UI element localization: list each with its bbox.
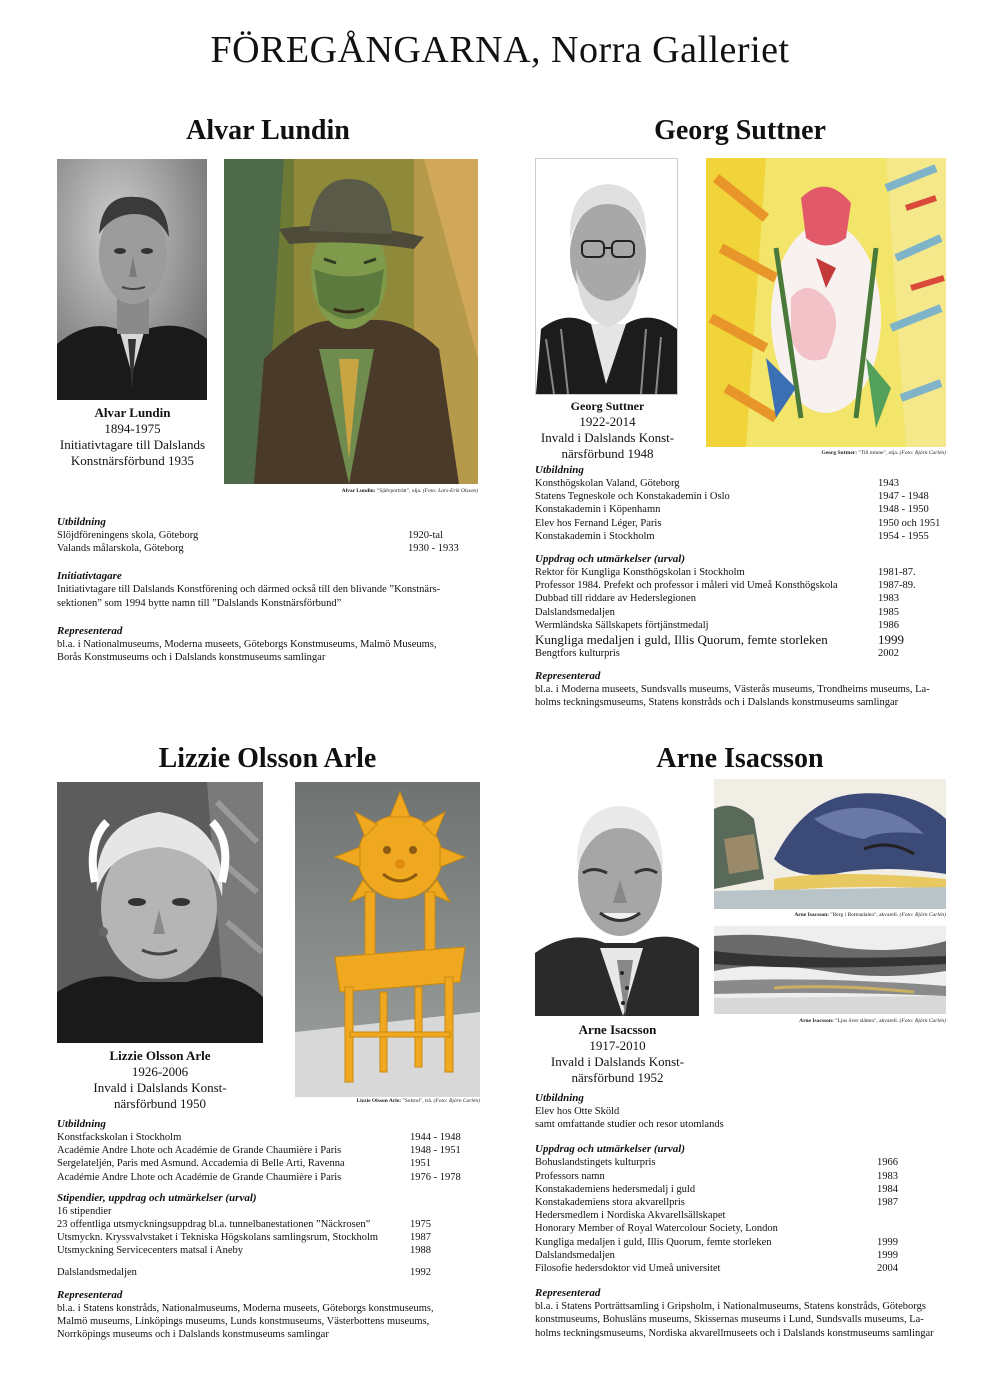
list-item: Honorary Member of Royal Watercolour Society, London: [535, 1223, 778, 1235]
portrait-photo-woman-icon: [57, 782, 263, 1043]
list-item: Rektor för Kungliga Konsthögskolan i Stockholm 1981-87.: [535, 567, 916, 579]
list-item: Bohuslandstingets kulturpris 1966: [535, 1157, 898, 1169]
list-item: Sergelateljén, Paris med Asmund. Accademia di Belle Arti, Ravenna 1951: [57, 1158, 431, 1170]
lizzie-education-title: Utbildning: [57, 1118, 106, 1130]
arne-represented-line2: konstmuseums, Bohusläns museums, Skissernas museums i Lund, Sundsvalls museums, La-: [535, 1314, 924, 1326]
list-item: Slöjdföreningens skola, Göteborg 1920-tal: [57, 530, 443, 541]
list-item: Konsthögskolan Valand, Göteborg 1943: [535, 478, 899, 489]
lizzie-artwork: [295, 782, 480, 1097]
alvar-caption-name: Alvar Lundin: [94, 405, 171, 420]
arne-artwork-1: [714, 779, 946, 909]
arne-education-line1: Elev hos Otte Sköld: [535, 1106, 620, 1117]
arne-represented-line1: bl.a. i Statens Porträttsamling i Gripsholm, i Nationalmuseums, Statens konstråds, Göteborgs: [535, 1301, 926, 1313]
list-item: Utsmyckning Servicecenters matsal i Aneby 1988: [57, 1245, 431, 1257]
arne-education-title: Utbildning: [535, 1092, 584, 1104]
list-item: Kungliga medaljen i guld, Illis Quorum, femte storleken 1999: [535, 1236, 898, 1248]
georg-education-title: Utbildning: [535, 464, 584, 476]
list-item: Konstakademin i Köpenhamn 1948 - 1950: [535, 504, 929, 516]
alvar-education-title: Utbildning: [57, 516, 106, 528]
list-item: Dalslandsmedaljen 1985: [535, 606, 899, 618]
georg-caption-years: 1922-2014: [579, 414, 636, 429]
arne-caption: [520, 1022, 715, 1086]
list-item: Professor 1984. Prefekt och professor i måleri vid Umeå Konsthögskola 1987-89.: [535, 580, 916, 592]
alvar-caption-years: 1894-1975: [104, 421, 161, 436]
lizzie-represented-title: Representerad: [57, 1288, 123, 1301]
georg-details: [535, 464, 980, 710]
georg-represented-title: Representerad: [535, 670, 601, 683]
alvar-initiative-title: Initiativtagare: [57, 570, 122, 583]
list-item: Konstfackskolan i Stockholm 1944 - 1948: [57, 1132, 461, 1143]
lizzie-grants-title: Stipendier, uppdrag och utmärkelser (urval): [57, 1191, 257, 1204]
georg-caption-line1: Invald i Dalslands Konst-: [540, 430, 675, 445]
arne-artwork-2-credit: [714, 1018, 946, 1025]
alvar-heading: Alvar Lundin: [186, 115, 350, 146]
georg-represented-line1: bl.a. i Moderna museets, Sundsvalls museums, Västerås museums, Trondheims museums, La-: [535, 684, 930, 696]
georg-portrait-photo: [535, 158, 678, 395]
list-item: Professors namn 1983: [535, 1170, 898, 1182]
list-item: Académie Andre Lhote och Académie de Grande Chaumière i Paris 1948 - 1951: [57, 1145, 461, 1157]
georg-assignments-title: Uppdrag och utmärkelser (urval): [535, 553, 686, 566]
georg-credit-name: Georg Suttner:: [821, 450, 858, 456]
list-item: Valands målarskola, Göteborg 1930 - 1933: [57, 543, 459, 555]
alvar-portrait-photo: [57, 159, 207, 400]
watercolor-field-icon: [714, 926, 946, 1014]
alvar-credit-photo: (Foto: Lars-Erik Olsson): [422, 488, 478, 494]
painting-abstract-figure-icon: [706, 158, 946, 447]
arne-caption-line2: närsförbund 1952: [571, 1070, 664, 1085]
list-item: Dubbad till riddare av Hederslegionen 1983: [535, 593, 899, 605]
arne-heading: Arne Isacsson: [656, 743, 824, 774]
alvar-painting: [224, 159, 478, 484]
alvar-initiative-line2: sektionen” som 1994 bytte namn till ”Dalslands Konstnärsförbund”: [57, 597, 342, 609]
lizzie-artwork-credit: [295, 1098, 480, 1105]
portrait-photo-man-glasses-icon: [536, 159, 677, 394]
list-item: Konstakademin i Stockholm 1954 - 1955: [535, 530, 929, 542]
arne-caption-years: 1917-2010: [589, 1038, 646, 1053]
lizzie-heading: Lizzie Olsson Arle: [158, 743, 377, 774]
lizzie-credit-name: Lizzie Olsson Arle:: [356, 1098, 402, 1104]
portrait-photo-man-smiling-icon: [535, 778, 699, 1016]
watercolor-mountain-icon: [714, 779, 946, 909]
arne-represented-line3: holms teckningsmuseums, Nordiska akvarellmuseets och i Dalslands konstmuseums samlingar: [535, 1327, 934, 1339]
list-item: Dalslandsmedaljen 1999: [535, 1249, 898, 1261]
list-item: Académie Andre Lhote och Académie de Grande Chaumière i Paris 1976 - 1978: [57, 1171, 461, 1183]
alvar-credit-name: Alvar Lundin:: [341, 488, 376, 494]
lizzie-caption-years: 1926-2006: [131, 1064, 189, 1079]
list-item: Konstakademiens stora akvarellpris 1987: [535, 1197, 898, 1209]
georg-painting-credit: [706, 450, 946, 457]
lizzie-details: [57, 1118, 487, 1341]
georg-painting: [706, 158, 946, 447]
sun-chair-sculpture-icon: [295, 782, 480, 1097]
arne-caption-name: Arne Isacsson: [578, 1022, 657, 1037]
georg-heading: Georg Suttner: [654, 115, 826, 146]
georg-represented-line2: holms teckningsmuseums, Statens konstråds och i Dalslands konstmuseums samlingar: [535, 697, 899, 709]
list-item: 23 offentliga utsmyckningsuppdrag bl.a. tunnelbanestationen ”Näckrosen” 1975: [57, 1219, 431, 1231]
arne-represented-title: Representerad: [535, 1287, 601, 1300]
arne-artwork-1-credit: [714, 912, 946, 919]
alvar-caption-line1: Initiativtagare till Dalslands: [59, 437, 206, 452]
arne-credit1-work: "Berg i Bottnadalen", akvarell.: [829, 912, 899, 918]
lizzie-credit-photo: (Foto: Björn Carlén): [433, 1098, 480, 1104]
lizzie-represented-line2: Malmö museums, Linköpings museums, Lunds konstmuseums, Västerbottens museums,: [57, 1316, 430, 1328]
lizzie-caption-line2: närsförbund 1950: [113, 1096, 207, 1111]
page-title: FÖREGÅNGARNA, Norra Galleriet: [210, 29, 790, 71]
georg-credit-work: "Till minne", olja.: [857, 450, 899, 456]
georg-credit-photo: (Foto: Björn Carlén): [899, 450, 946, 456]
arne-education-line2: samt omfattande studier och resor utomlands: [535, 1119, 724, 1131]
list-item: Konstakademiens hedersmedalj i guld 1984: [535, 1183, 898, 1195]
list-item: Dalslandsmedaljen 1992: [57, 1266, 431, 1278]
georg-caption-name: Georg Suttner: [570, 399, 645, 413]
georg-caption: [520, 398, 695, 462]
list-item: Utsmyckn. Kryssvalvstaket i Tekniska Högskolans samlingsrum, Stockholm 1987: [57, 1232, 431, 1244]
arne-credit1-photo: (Foto: Björn Carlén): [899, 912, 946, 918]
arne-caption-line1: Invald i Dalslands Konst-: [550, 1054, 685, 1069]
georg-caption-line2: närsförbund 1948: [561, 446, 654, 461]
arne-credit2-work: "Ljus över slätten", akvarell.: [833, 1018, 899, 1024]
arne-artwork-2: [714, 926, 946, 1014]
lizzie-grants-intro: 16 stipendier: [57, 1205, 112, 1217]
list-item: Elev hos Fernand Léger, Paris 1950 och 1951: [535, 517, 941, 529]
arne-credit2-photo: (Foto: Björn Carlén): [899, 1018, 946, 1024]
alvar-caption-line2: Konstnärsförbund 1935: [70, 453, 195, 468]
portrait-photo-man-icon: [57, 159, 207, 400]
lizzie-caption: [60, 1048, 260, 1112]
list-item: Hedersmedlem i Nordiska Akvarellsällskapet: [535, 1210, 726, 1222]
list-item: Statens Tegneskole och Konstakademin i Oslo 1947 - 1948: [535, 491, 929, 503]
alvar-painting-credit: [224, 488, 478, 495]
list-item: Wermländska Sällskapets förtjänstmedalj 1986: [535, 619, 899, 631]
alvar-represented-title: Representerad: [57, 624, 123, 637]
arne-credit1-name: Arne Isacsson:: [794, 912, 830, 918]
arne-credit2-name: Arne Isacsson:: [799, 1018, 834, 1024]
alvar-credit-work: "Självporträtt", olja.: [375, 488, 422, 494]
arne-assignments-title: Uppdrag och utmärkelser (urval): [535, 1143, 686, 1156]
lizzie-credit-work: "Solstol", trä.: [401, 1098, 433, 1104]
alvar-caption: [40, 405, 225, 469]
alvar-initiative-line1: Initiativtagare till Dalslands Konstförening och därmed också till den blivande ”Konstnärs-: [57, 584, 441, 596]
list-item: Kungliga medaljen i guld, Illis Quorum, femte storleken 1999: [535, 632, 904, 648]
lizzie-caption-line1: Invald i Dalslands Konst-: [93, 1080, 227, 1095]
lizzie-portrait-photo: [57, 782, 263, 1043]
lizzie-caption-name: Lizzie Olsson Arle: [109, 1048, 211, 1063]
lizzie-represented-line3: Norrköpings museums och i Dalslands konstmuseums samlingar: [57, 1329, 329, 1341]
painting-self-portrait-icon: [224, 159, 478, 484]
alvar-represented-line1: bl.a. i Nationalmuseums, Moderna museets, Göteborgs Konstmuseums, Malmö Museums,: [57, 638, 437, 650]
arne-details: [535, 1092, 975, 1340]
alvar-details: [57, 516, 487, 664]
list-item: Filosofie hedersdoktor vid Umeå universitet 2004: [535, 1263, 898, 1275]
lizzie-represented-line1: bl.a. i Statens konstråds, Nationalmuseums, Moderna museets, Göteborgs konstmuseums,: [57, 1302, 434, 1314]
alvar-represented-line2: Borås Konstmuseums och i Dalslands konstmuseums samlingar: [57, 652, 326, 664]
arne-portrait-photo: [535, 778, 699, 1016]
list-item: Bengtfors kulturpris 2002: [535, 648, 899, 660]
